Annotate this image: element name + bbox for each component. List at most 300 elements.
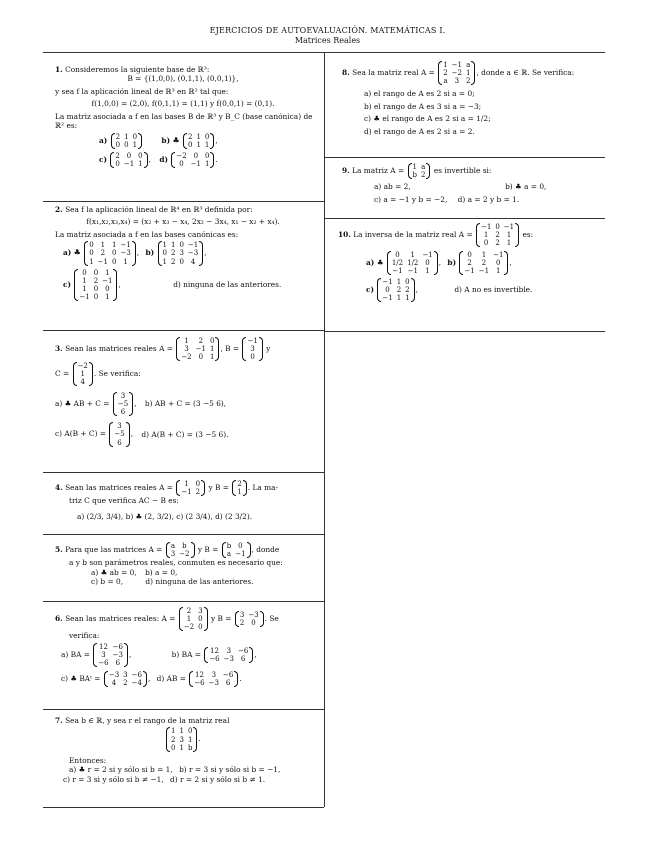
matrix-cell: 0: [115, 140, 121, 149]
matrix-cell: 0: [495, 223, 500, 231]
matrix-cell: 1: [396, 278, 402, 287]
exercise-1: 1. Consideremos la siguiente base de ℝ³: B = {(1,0,0), (0,1,1), (0,0,1)}, y sea f la aplicación lineal de ℝ³ en ℝ² tal que: f(1,0,0) = (2,0), f(0,1,1) = (1,1) y f(0,0,1) = (0,1). La matriz asociada a f en las bases B de ℝ³ y B_C (base canónica) de ℝ² es: a) 2 1 0 0 0 1 b) ♣ 2 1 0 0 1 1 , c) 2 0 0 0 −1 1 , d) −2 0 0 0 −1 1 .: [43, 65, 323, 168]
matrix-cell: 0: [209, 337, 215, 345]
matrix-cell: 0: [179, 241, 184, 250]
matrix-cell: b: [226, 542, 232, 550]
exercise-text: y sea f la aplicación lineal de ℝ³ en ℝ² tal que:: [55, 86, 229, 96]
exercise-text: . La ma-: [247, 483, 279, 493]
matrix-cell: −1: [451, 61, 462, 69]
matrix-cell: 1: [132, 140, 138, 149]
matrix-cell: 1: [412, 163, 417, 171]
matrix-cell: 2: [239, 619, 245, 628]
matrix: [176, 337, 219, 361]
exercise-number: 2.: [55, 205, 63, 214]
matrix-cell: −1: [392, 267, 403, 276]
matrix-cell: 1: [186, 615, 192, 624]
matrix: [171, 152, 214, 168]
matrix-cell: 12: [195, 670, 204, 679]
page-subtitle: Matrices Reales: [294, 36, 361, 46]
matrix-cell: −3: [248, 611, 259, 620]
matrix-cell: −1: [120, 241, 131, 250]
matrix-cell: 1: [405, 294, 410, 303]
matrix: [111, 133, 142, 149]
matrix: [387, 251, 438, 275]
matrix-cell: 1: [443, 61, 448, 69]
matrix-cell: 0: [171, 743, 176, 752]
exercise-text: La matriz A =: [352, 166, 405, 176]
matrix-cell: 2: [495, 239, 500, 248]
exercise-text: La inversa de la matriz real A =: [353, 230, 473, 240]
option-label: a): [63, 248, 72, 258]
matrix: [109, 422, 129, 446]
matrix: [179, 607, 208, 631]
matrix-cell: 0: [115, 159, 120, 168]
matrix-cell: a: [443, 77, 448, 86]
matrix-cell: 4: [111, 678, 117, 687]
matrix: [189, 671, 238, 687]
rule: [324, 218, 605, 219]
matrix-cell: 2: [237, 480, 242, 488]
matrix-cell: −1: [187, 241, 199, 250]
matrix-cell: 1/2: [407, 259, 419, 268]
exercise-3: 3. Sean las matrices reales A = 1 2 0 3 −1 1 −2 0 1 , B = −1 3 0 y C = −2 1 4 . Se verifica: a) ♣ AB + C = 3 −5 6 , b) AB + C = (3 −5 6), c) A(B + C) = 3 −5 6 , d) A(B + C) = (3 −5 6).: [55, 337, 271, 447]
option-text: b) el rango de A es 3 si a = −3;: [364, 101, 482, 111]
matrix-cell: 1/2: [391, 259, 404, 268]
matrix-cell: 1: [425, 267, 430, 276]
matrix-cell: 2: [100, 249, 106, 258]
exercise-text: a y b son parámetros reales, conmuten es necesario que:: [69, 558, 283, 568]
matrix-cell: 1: [187, 735, 193, 744]
exercise-text: Sea f la aplicación lineal de ℝ⁴ en ℝ³ definida por:: [65, 205, 253, 214]
exercise-text: Entonces:: [69, 755, 107, 765]
matrix-cell: a: [421, 163, 426, 171]
matrix-cell: 6: [240, 654, 246, 663]
matrix-cell: 0: [467, 251, 472, 260]
matrix-cell: 1: [100, 241, 106, 250]
matrix-cell: 2: [187, 132, 193, 141]
exercise-text: Sea la matriz real A =: [352, 68, 435, 78]
option-text: d) ninguna de las anteriores.: [145, 577, 254, 587]
matrix-cell: 6: [115, 658, 121, 667]
exercise-number: 5.: [55, 545, 63, 555]
rule: [43, 201, 324, 202]
exercise-number: 8.: [342, 68, 350, 78]
matrix: [232, 480, 246, 496]
matrix-cell: 1: [124, 132, 129, 141]
matrix-cell: 2: [195, 488, 201, 497]
matrix-cell: 0: [132, 132, 138, 141]
option-text: c) a = −1 y b = −2,: [374, 194, 448, 204]
matrix-cell: 0: [93, 284, 99, 293]
exercise-text: La matriz asociada a f en las bases canónicas es:: [55, 229, 239, 239]
exercise-text: Consideremos la siguiente base de ℝ³:: [65, 65, 210, 74]
matrix-cell: 1: [483, 231, 489, 240]
matrix-cell: −6: [112, 642, 123, 651]
matrix-cell: 0: [162, 249, 167, 258]
matrix-cell: 3: [179, 249, 184, 258]
matrix-cell: −1: [181, 488, 192, 497]
formula: f(x₁,x₂,x₃,x₄) = (x₂ + x₃ − x₄, 2x₂ − 3x₄, x₁ − x₂ + x₄).: [86, 217, 280, 227]
matrix-cell: 2: [115, 151, 120, 160]
option-text: c) r = 3 si y sólo si b ≠ −1,: [63, 774, 164, 784]
matrix: [166, 542, 195, 558]
matrix-cell: 0: [111, 249, 117, 258]
exercise-number: 1.: [55, 65, 63, 74]
option-text: c) A(B + C) =: [55, 429, 106, 439]
exercise-9: [330, 163, 605, 204]
option-label: b): [447, 258, 457, 268]
matrix-cell: 0: [82, 268, 87, 277]
matrix-cell: 0: [187, 727, 193, 736]
option-text: d) A(B + C) = (3 −5 6).: [141, 429, 229, 439]
exercise-2: 2. Sea f la aplicación lineal de ℝ⁴ en ℝ³ definida por: f(x₁,x₂,x₃,x₄) = (x₂ + x₃ − x₄, 2x₂ − 3x₄, x₁ − x₂ + x₄). La matriz asociada a f en las bases canónicas es: a) ♣ 0 1 1 −1 0 2 0 −3 1 −1 0 1 , b) 1 1 0 −1 0 2 3 −3 1 2 0 4 , c) 0 0 1 1 2 −1 1 0 0 −1 0 1 , d) ninguna de las anteriores.: [43, 205, 323, 301]
rule: [43, 709, 324, 710]
option-text: a) ♣ AB + C =: [55, 399, 110, 409]
matrix-cell: 0: [395, 251, 400, 260]
matrix-cell: 0: [126, 151, 132, 160]
exercise-8: [330, 61, 605, 136]
option-text: b) BA =: [171, 649, 201, 659]
option-text: d) a = 2 y b = 1.: [457, 194, 520, 204]
matrix-cell: 0: [205, 151, 210, 160]
matrix-cell: 1: [82, 276, 87, 285]
matrix-cell: 1: [179, 743, 184, 752]
exercise-text: Para que las matrices A =: [65, 545, 163, 555]
matrix: [377, 278, 414, 302]
matrix-cell: −3: [108, 670, 120, 679]
matrix-cell: 3: [179, 735, 184, 744]
matrix: [438, 61, 475, 85]
matrix-cell: 4: [190, 257, 196, 266]
matrix-cell: −6: [131, 670, 142, 679]
exercise-text: La matriz asociada a f en las bases B de ℝ³ y B_C (base canónica) de ℝ² es:: [55, 111, 313, 131]
matrix-cell: 2: [481, 259, 487, 268]
matrix-cell: 1: [89, 257, 94, 266]
page-title: EJERCICIOS DE AUTOEVALUACIÓN. MATEMÁTICAS I.: [209, 26, 446, 35]
matrix-cell: −3: [120, 249, 131, 258]
matrix-cell: −1: [493, 251, 504, 260]
exercise-6: 6. Sean las matrices reales: A = 2 3 1 0 −2 0 y B = 3 −3 2 0 . Se verifica: a) BA = 12 −6 3 −3 −6 6 , b) BA = 12 3 −6 −6 −3 6 , c) ♣ BAᵗ = −3 3 −6 4 2 −4 , d) AB = 12 3 −6 −6 −3 6 .: [43, 607, 323, 687]
matrix: [74, 269, 117, 301]
matrix-cell: 1: [237, 488, 242, 497]
matrix-cell: 0: [198, 615, 203, 624]
option-text: d) AB =: [156, 673, 186, 683]
matrix-cell: 1: [162, 257, 167, 266]
exercise-text: Sean las matrices reales: A =: [65, 614, 176, 624]
matrix: [166, 727, 197, 751]
matrix-cell: −1: [481, 223, 492, 231]
matrix: [176, 480, 205, 496]
matrix-cell: −2: [179, 550, 190, 559]
matrix-cell: 2: [171, 735, 176, 744]
option-text: d) ninguna de las anteriores.: [173, 279, 282, 289]
matrix-cell: −3: [187, 249, 199, 258]
option-label: a): [99, 135, 108, 145]
option-text: a) el rango de A es 2 si a = 0;: [364, 89, 475, 99]
matrix-cell: a: [170, 542, 176, 550]
matrix-cell: 1: [184, 480, 189, 488]
matrix-cell: −1: [102, 276, 113, 285]
matrix-cell: 12: [210, 646, 219, 655]
matrix-cell: 0: [93, 268, 99, 277]
matrix-cell: 0: [405, 278, 410, 287]
matrix: [222, 542, 251, 558]
matrix-cell: 1: [170, 241, 176, 250]
exercise-text: triz C que verifica AC − B es:: [69, 496, 179, 506]
matrix-cell: 1: [80, 370, 85, 379]
matrix-cell: 2: [186, 607, 192, 615]
matrix-cell: −2: [181, 353, 192, 362]
matrix-cell: 2: [170, 249, 176, 258]
matrix-cell: 1: [396, 294, 402, 303]
matrix-cell: a: [466, 61, 471, 69]
matrix-cell: 1: [196, 132, 201, 141]
rule: [43, 472, 324, 473]
page-header: [0, 26, 655, 47]
option-text: a) ab = 2,: [374, 182, 411, 192]
exercise-text: . Se verifica:: [93, 369, 141, 379]
option-text: a) BA =: [61, 649, 90, 659]
matrix-cell: −3: [223, 654, 234, 663]
exercise-number: 10.: [338, 230, 351, 240]
exercise-text: y: [266, 344, 271, 354]
matrix-cell: −1: [464, 267, 475, 276]
matrix-cell: 1: [410, 251, 415, 260]
matrix-cell: −2: [183, 623, 195, 632]
exercise-text: es:: [522, 230, 534, 240]
matrix-cell: 0: [193, 151, 199, 160]
matrix-cell: −4: [131, 678, 142, 687]
matrix-cell: 2: [495, 231, 500, 240]
matrix-cell: −1: [422, 251, 433, 260]
rule: [43, 330, 324, 331]
club-icon: ♣: [172, 135, 180, 145]
matrix-cell: 6: [120, 408, 126, 417]
matrix: [204, 647, 253, 663]
option-text: a) ♣ ab = 0,: [91, 567, 137, 577]
matrix-cell: 0: [179, 257, 184, 266]
matrix-cell: −6: [222, 670, 234, 679]
exercise-7: 7. Sea b ∈ ℝ, y sea r el rango de la matriz real 1 1 0 2 3 1 0 1 b . Entonces: a) ♣ r = 2 si y sólo si b = 1, b) r = 3 si y sólo si b = −1, c) r = 3 si y sólo si b ≠ −1, d) r = 2 si y sólo si b ≠ 1.: [43, 716, 323, 784]
exercise-number: 6.: [55, 614, 63, 624]
matrix: [84, 241, 136, 265]
option-text: d) A no es invertible.: [454, 285, 533, 295]
matrix: [459, 251, 508, 275]
matrix-cell: 2: [93, 276, 99, 285]
column-divider: [324, 52, 325, 807]
matrix-cell: 2: [421, 171, 426, 180]
matrix-cell: −6: [194, 678, 205, 687]
option-text: a) ♣ r = 2 si y sólo si b = 1,: [69, 765, 173, 775]
exercise-text: . Se: [264, 614, 279, 624]
exercise-text: Sea b ∈ ℝ, y sea r el rango de la matriz real: [65, 716, 230, 725]
matrix-cell: b: [182, 542, 187, 550]
rule: [43, 601, 324, 602]
matrix-cell: −1: [247, 337, 258, 345]
matrix-cell: −2: [176, 151, 187, 160]
matrix-cell: 3: [184, 345, 189, 354]
option-text: a) (2/3, 3/4), b) ♣ (2, 3/2), c) (2 3/4), d) (2 3/2).: [77, 511, 253, 521]
matrix-cell: −1: [382, 294, 393, 303]
exercise-text: y B =: [197, 545, 219, 555]
matrix-cell: b: [412, 171, 417, 180]
exercise-number: 3.: [55, 344, 63, 354]
matrix-cell: 3: [198, 607, 203, 615]
matrix-cell: 1: [111, 241, 117, 250]
option-label: c): [99, 154, 107, 164]
matrix-cell: 2: [123, 678, 128, 687]
matrix: [476, 223, 519, 247]
option-label: a) ♣: [366, 258, 384, 268]
matrix-cell: 6: [225, 678, 231, 687]
matrix-cell: 1: [506, 231, 512, 240]
rule: [324, 157, 605, 158]
matrix-cell: 0: [251, 619, 256, 628]
matrix-cell: −1: [382, 278, 393, 287]
matrix-cell: −1: [478, 267, 490, 276]
matrix-cell: b: [187, 743, 193, 752]
rule: [43, 534, 324, 535]
matrix-cell: 2: [405, 286, 410, 295]
matrix-cell: −1: [235, 550, 246, 559]
formula: B = {(1,0,0), (0,1,1), (0,0,1)},: [127, 74, 239, 84]
matrix-cell: 0: [195, 480, 201, 488]
matrix-cell: −6: [209, 654, 220, 663]
exercise-text: , B =: [220, 344, 240, 354]
exercise-text: Sean las matrices reales A =: [65, 344, 173, 354]
matrix-cell: −1: [407, 267, 418, 276]
matrix-cell: 0: [111, 257, 117, 266]
matrix-cell: 0: [198, 623, 203, 632]
matrix-cell: 3: [123, 670, 128, 679]
matrix-cell: −5: [114, 430, 125, 439]
matrix-cell: 0: [238, 542, 243, 550]
option-text: b) a = 0,: [145, 567, 178, 577]
option-text: b) r = 3 si y sólo si b = −1,: [179, 765, 281, 775]
exercise-text: C =: [55, 369, 70, 379]
matrix: [110, 152, 147, 168]
matrix: [183, 133, 214, 149]
matrix-cell: 0: [187, 140, 193, 149]
option-label: c): [63, 279, 71, 289]
exercise-text: es invertible si:: [433, 166, 492, 176]
matrix-cell: −6: [237, 646, 249, 655]
exercise-4: [43, 480, 323, 521]
matrix-cell: 3: [250, 345, 255, 354]
exercise-text: y B =: [208, 483, 229, 493]
matrix-cell: 1: [162, 241, 167, 250]
exercise-number: 4.: [55, 483, 63, 493]
matrix-cell: −1: [79, 292, 90, 301]
exercise-number: 7.: [55, 716, 63, 725]
matrix-cell: 0: [89, 249, 94, 258]
option-label: c): [366, 285, 374, 295]
matrix-cell: 1: [209, 353, 215, 362]
matrix-cell: 2: [396, 286, 402, 295]
matrix-cell: 0: [250, 353, 255, 362]
matrix-cell: 1: [496, 267, 501, 276]
exercise-10: 10. La inversa de la matriz real A = −1 0 −1 1 2 1 0 2 1 es: a) ♣ 0 1 −1 1/2 1/2 0 −1 −1 1 , b) 0 1 −1 2 2 0 −1 −1 1 , c) −1 1 0 0 2 2 −1 1 1 , d) A no es invertible.: [338, 223, 534, 303]
matrix-cell: 3: [454, 77, 460, 86]
matrix-cell: 1: [481, 251, 487, 260]
matrix-cell: 0: [179, 159, 184, 168]
option-text: c) ♣ el rango de A es 2 si a = 1/2;: [364, 114, 491, 124]
matrix-cell: 2: [467, 259, 472, 268]
matrix: [158, 241, 204, 265]
matrix-cell: 1: [82, 284, 87, 293]
matrix: [242, 337, 262, 361]
matrix-cell: 3: [239, 611, 245, 620]
matrix-cell: a: [226, 550, 232, 559]
matrix-cell: 0: [138, 151, 143, 160]
option-text: d) r = 2 si y sólo si b ≠ 1.: [170, 774, 266, 784]
matrix-cell: 2: [115, 132, 121, 141]
matrix-cell: 0: [483, 239, 489, 248]
matrix-cell: 1: [184, 337, 189, 345]
matrix-cell: 1: [179, 727, 184, 736]
matrix-cell: 1: [204, 140, 210, 149]
matrix-cell: −2: [451, 69, 462, 78]
matrix-cell: 2: [170, 257, 176, 266]
matrix: [408, 163, 431, 179]
matrix-cell: 1: [205, 159, 210, 168]
matrix-cell: −6: [98, 658, 109, 667]
matrix-cell: 0: [385, 286, 390, 295]
exercise-text: verifica:: [69, 631, 100, 641]
matrix-cell: −3: [208, 678, 219, 687]
matrix: [113, 392, 133, 416]
exercise-text: y B =: [210, 614, 232, 624]
matrix-cell: 1: [123, 257, 128, 266]
matrix-cell: 2: [465, 77, 471, 86]
exercise-5: [43, 542, 323, 587]
matrix-cell: −1: [195, 345, 206, 354]
matrix-cell: 12: [99, 642, 108, 651]
matrix-cell: 0: [496, 259, 501, 268]
matrix-cell: 1: [138, 159, 143, 168]
matrix-cell: 1: [506, 239, 512, 248]
club-icon: ♣: [73, 248, 81, 258]
matrix-cell: 3: [120, 392, 126, 401]
exercise-text: , donde: [251, 545, 280, 555]
matrix: [93, 643, 128, 667]
option-text: b) AB + C = (3 −5 6),: [144, 399, 227, 409]
matrix-cell: 0: [124, 140, 129, 149]
option-text: c) ♣ BAᵗ =: [61, 673, 101, 683]
matrix-cell: −2: [77, 362, 88, 371]
option-text: d) el rango de A es 2 si a = 2.: [364, 126, 475, 136]
matrix-cell: −1: [97, 257, 108, 266]
matrix-cell: 3: [101, 650, 106, 659]
option-text: c) b = 0,: [91, 577, 124, 587]
matrix-cell: 1: [105, 292, 110, 301]
matrix-cell: 1: [209, 345, 215, 354]
matrix-cell: 0: [89, 241, 94, 250]
matrix-cell: 6: [117, 438, 122, 447]
matrix-cell: 0: [105, 284, 110, 293]
rule: [324, 331, 605, 332]
matrix: [104, 671, 147, 687]
exercise-text: , donde a ∈ ℝ. Se verifica:: [476, 68, 575, 78]
option-label: b): [161, 135, 171, 145]
matrix: [73, 362, 93, 386]
matrix-cell: 2: [198, 337, 204, 345]
matrix-cell: 3: [170, 550, 176, 559]
matrix-cell: 3: [211, 670, 217, 679]
option-label: d): [159, 154, 168, 164]
matrix-cell: 1: [196, 140, 201, 149]
matrix-cell: −5: [117, 400, 129, 409]
